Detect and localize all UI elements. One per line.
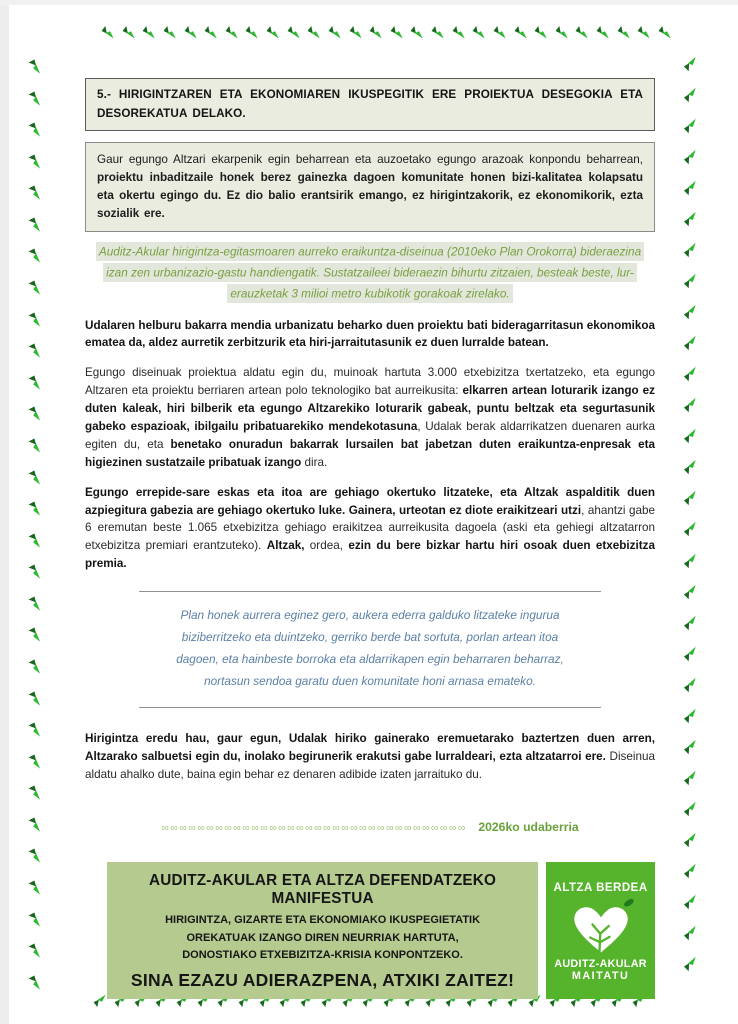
ribbon-icon xyxy=(554,25,569,40)
ribbon-icon xyxy=(681,614,699,632)
ribbon-icon xyxy=(26,751,45,770)
ribbon-icon xyxy=(265,25,280,40)
ribbon-icon xyxy=(26,941,45,960)
altza-berdea-logo xyxy=(546,862,655,999)
ribbon-icon xyxy=(26,151,45,170)
ribbon-icon xyxy=(430,25,445,40)
quote-text: Plan honek aurrera eginez gero, aukera ederra galduko litzateke ingurua biziberritzeko eta duintzeko, gerriko berde bat sortuta, porlan artean itoa dagoen, eta hainbeste borroka eta aldarrikapen egin beharraren beharraz, nortasun sendoa garatu duen komunitate honi arnasa emateko. xyxy=(176,608,564,688)
date-line xyxy=(85,818,655,836)
design-seg2: elkarren artean loturarik izango ez duten kaleak, hiri bilberik eta egungo Altzarekiko loturarik gabeak, puntu beltzak eta segurtasunik gabeko espazioak, ibilgailu pribatuarekiko mendekotasuna xyxy=(85,384,655,433)
ribbon-icon xyxy=(121,25,136,40)
ribbon-icon xyxy=(26,246,45,265)
ribbon-icon xyxy=(26,972,45,991)
date-text: 2026ko udaberria xyxy=(478,820,579,835)
quote-rule-bottom xyxy=(139,707,601,708)
roads-seg4: ordea, xyxy=(304,539,349,553)
ribbon-icon xyxy=(26,120,45,139)
document-content xyxy=(85,78,655,999)
ribbon-icon xyxy=(681,148,699,166)
intro-paragraph-box xyxy=(85,142,655,231)
section-title-box xyxy=(85,78,655,131)
ribbon-icon xyxy=(26,404,45,423)
design-seg4: benetako onuradun bakarrak lursailen bat jabetzan duten eraikuntza-enpresak eta higiezinen sustatzaile pribatuak izango xyxy=(85,437,655,469)
ribbon-icon xyxy=(26,720,45,739)
ribbon-icon xyxy=(681,55,699,73)
roads-seg2: , ahantzi gabe 6 eremutan beste 1.065 etxebizitza gehiago eraikitzea aurreikusita dagoela (aski eta gehiegi altzatarron etxebizitza premiari erantzuteko). xyxy=(85,503,655,553)
ribbon-icon xyxy=(286,25,301,40)
manifesto-call-to-action: SINA EZAZU ADIERAZPENA, ATXIKI ZAITEZ! xyxy=(130,969,515,990)
closing-bold: Hirigintza eredu hau, gaur egun, Udalak hiriko gainerako eremuetarako baztertzen duen arren, Altzarako salbuetsi egin du, inolako begirunerik erakutsi gabe lurraldeari, ezta altzatarroi ere. xyxy=(85,732,655,764)
ribbon-icon xyxy=(348,25,363,40)
ribbon-icon xyxy=(681,645,699,663)
ribbon-icon xyxy=(306,25,321,40)
scan-edge xyxy=(0,0,738,5)
ribbon-icon xyxy=(681,365,699,383)
highlighted-note-text: Auditz-Akular hirigintza-egitasmoaren aurreko eraikuntza-diseinua (2010eko Plan Orokorra) bideraezina izan zen urbanizazio-gastu handiengatik. Sustatzaileei bideraezin bihurtu zitzaien, besteak beste, lur-erauzketak 3 milioi metro kubikotik gorakoak zirelako. xyxy=(96,242,644,303)
ribbon-icon xyxy=(681,489,699,507)
municipal-goal-paragraph: Udalaren helburu bakarra mendia urbanizatu beharko duen proiektu bati bideragarritasun ekonomikoa ematea da, aldez aurretik zerbitzurik eta hiri-jarraitutasunik ez duen lurralde batean. xyxy=(85,318,655,350)
ribbon-icon xyxy=(26,909,45,928)
ribbon-icon xyxy=(681,272,699,290)
ribbon-icon xyxy=(681,210,699,228)
roads-paragraph xyxy=(85,484,655,573)
quote-rule-top xyxy=(139,591,601,592)
ribbon-icon xyxy=(451,25,466,40)
ribbon-icon xyxy=(681,738,699,756)
ribbon-icon xyxy=(327,25,342,40)
ribbon-icon xyxy=(26,625,45,644)
ribbon-icon xyxy=(183,25,198,40)
ribbon-icon xyxy=(681,551,699,569)
ribbon-icon xyxy=(26,467,45,486)
decorative-border-left xyxy=(27,58,43,990)
ribbon-icon xyxy=(26,815,45,834)
ribbon-icon xyxy=(203,25,218,40)
ribbon-icon xyxy=(595,25,610,40)
ribbon-icon xyxy=(681,334,699,352)
ribbon-icon xyxy=(681,893,699,911)
intro-text-bold: proiektu inbaditzaile honek berez gainezka dagoen komunitate honen bizi-kalitatea kolapsatu eta okertu egingo du. Ez dio balio erantsirik emango, ez hirigintzakorik, ez ekonomikorik, ezta sozialik ere. xyxy=(97,171,643,220)
decorative-border-top xyxy=(100,25,672,40)
manifesto-line3: OREKATUAK IZANGO DIREN NEURRIAK HARTUTA, xyxy=(186,931,459,944)
section-title-text: 5.- HIRIGINTZAREN ETA EKONOMIAREN IKUSPEGITIK ERE PROIEKTUA DESEGOKIA ETA DESOREKATUA DELAKO. xyxy=(97,88,643,120)
ribbon-icon xyxy=(681,241,699,259)
ribbon-icon xyxy=(26,309,45,328)
ribbon-icon xyxy=(26,688,45,707)
ribbon-icon xyxy=(224,25,239,40)
logo-top-text: ALTZA BERDEA xyxy=(553,881,648,894)
ribbon-icon xyxy=(389,25,404,40)
roads-seg5: ezin du bere bizkar hartu hiri osoak duen etxebizitza premia. xyxy=(85,539,655,571)
ribbon-icon xyxy=(681,179,699,197)
ribbon-icon xyxy=(492,25,507,40)
ribbon-icon xyxy=(100,25,115,40)
ribbon-icon xyxy=(681,86,699,104)
ribbon-icon xyxy=(681,520,699,538)
manifesto-box xyxy=(107,862,538,999)
design-change-paragraph xyxy=(85,364,655,471)
ribbon-icon xyxy=(26,341,45,360)
ribbon-icon xyxy=(26,657,45,676)
ribbon-icon xyxy=(681,800,699,818)
ribbon-icon xyxy=(681,458,699,476)
decorative-border-right xyxy=(682,56,698,972)
ribbon-icon xyxy=(681,117,699,135)
decorative-chain: ∞∞∞∞∞∞∞∞∞∞∞∞∞∞∞∞∞∞∞∞∞∞∞∞∞∞∞∞∞∞∞∞∞∞ xyxy=(161,822,467,835)
closing-normal: Diseinua aldatu ahalko dute, baina egin behar ez denaren adibide izaten jarraituko du. xyxy=(85,750,656,782)
ribbon-icon xyxy=(368,25,383,40)
design-seg5: dira. xyxy=(304,455,328,469)
ribbon-icon xyxy=(26,373,45,392)
logo-bottom-text-1: AUDITZ-AKULAR xyxy=(554,957,647,970)
ribbon-icon xyxy=(681,396,699,414)
ribbon-icon xyxy=(244,25,259,40)
ribbon-icon xyxy=(681,707,699,725)
design-seg1: Egungo diseinuak proiektua aldatu egin du, muinoak hartuta 3.000 etxebizitza txertatzeko, eta egungo Altzaren eta proiektu berriaren artean polo teknologiko bat aurreikusita: xyxy=(85,366,655,398)
quote-block xyxy=(139,591,601,708)
ribbon-icon xyxy=(681,831,699,849)
ribbon-icon xyxy=(657,25,672,40)
ribbon-icon xyxy=(533,25,548,40)
ribbon-icon xyxy=(26,215,45,234)
ribbon-icon xyxy=(636,25,651,40)
ribbon-icon xyxy=(471,25,486,40)
ribbon-icon xyxy=(681,582,699,600)
closing-paragraph xyxy=(85,730,655,784)
ribbon-icon xyxy=(616,25,631,40)
design-seg3: , Udalak berak aldarrikatzen duenaren aurka egiten du, eta xyxy=(85,419,655,451)
ribbon-icon xyxy=(26,530,45,549)
heart-tree-icon xyxy=(561,895,641,957)
ribbon-icon xyxy=(141,25,156,40)
ribbon-icon xyxy=(26,499,45,518)
intro-text-normal: Gaur egungo Altzari ekarpenik egin beharrean eta auzoetako egungo arazoak konpondu beharrean, xyxy=(97,153,643,167)
ribbon-icon xyxy=(574,25,589,40)
ribbon-icon xyxy=(681,769,699,787)
ribbon-icon xyxy=(681,427,699,445)
manifesto-title: AUDITZ-AKULAR ETA ALTZA DEFENDATZEKO MANIFESTUA xyxy=(149,872,497,908)
roads-seg3: Altzak, xyxy=(266,539,305,553)
highlighted-note-paragraph xyxy=(89,242,651,305)
ribbon-icon xyxy=(26,57,45,76)
ribbon-icon xyxy=(26,436,45,455)
ribbon-icon xyxy=(162,25,177,40)
ribbon-icon xyxy=(681,676,699,694)
ribbon-icon xyxy=(26,594,45,613)
ribbon-icon xyxy=(26,183,45,202)
manifesto-line2: HIRIGINTZA, GIZARTE ETA EKONOMIAKO IKUSPEGIETATIK xyxy=(165,914,481,927)
ribbon-icon xyxy=(26,562,45,581)
ribbon-icon xyxy=(681,924,699,942)
ribbon-icon xyxy=(513,25,528,40)
scan-edge xyxy=(0,0,9,1024)
ribbon-icon xyxy=(26,878,45,897)
ribbon-icon xyxy=(26,783,45,802)
footer-row xyxy=(107,862,655,999)
ribbon-icon xyxy=(26,278,45,297)
ribbon-icon xyxy=(681,862,699,880)
roads-seg1: Egungo errepide-sare eskas eta itoa are gehiago okertuko litzateke, eta Altzak aspalditik duen azpiegitura gabezia are gehiago okertuko luke. Gainera, urteotan ez diote eraikitzeari utzi xyxy=(85,485,655,517)
ribbon-icon xyxy=(409,25,424,40)
ribbon-icon xyxy=(26,88,45,107)
ribbon-icon xyxy=(681,303,699,321)
ribbon-icon xyxy=(681,955,699,973)
logo-bottom-text-2: MAITATU xyxy=(571,969,630,982)
manifesto-line4: DONOSTIAKO ETXEBIZITZA-KRISIA KONPONTZEKO. xyxy=(182,949,463,962)
ribbon-icon xyxy=(26,846,45,865)
